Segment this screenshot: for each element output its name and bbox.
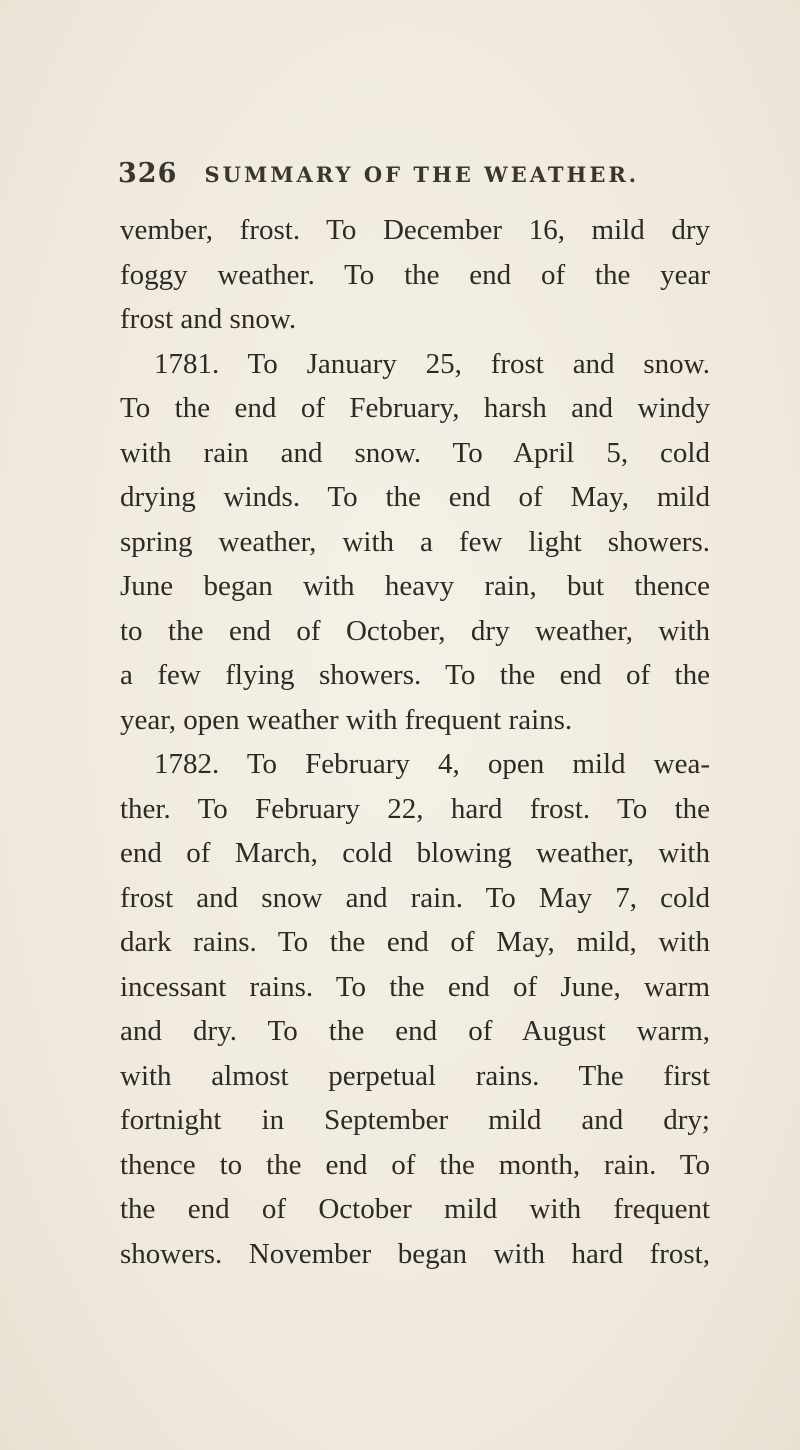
text-line: fortnight in September mild and dry; [120, 1104, 710, 1136]
text-line: drying winds. To the end of May, mild [120, 481, 710, 513]
text-line: a few flying showers. To the end of the [120, 659, 710, 691]
text-line: and dry. To the end of August warm, [120, 1015, 710, 1047]
body-text [120, 208, 710, 1276]
text-line: incessant rains. To the end of June, warm [120, 970, 710, 1003]
text-line: showers. November began with hard frost, [120, 1237, 710, 1270]
text-line: the end of October mild with frequent [120, 1193, 710, 1225]
text-line: 1782. To February 4, open mild wea- [154, 748, 710, 780]
text-line: ther. To February 22, hard frost. To the [120, 792, 710, 825]
text-line: frost and snow. [120, 303, 297, 335]
text-line: 1781. To January 25, frost and snow. [154, 347, 710, 380]
text-line: vember, frost. To December 16, mild dry [120, 214, 710, 246]
page-number: 326 [118, 158, 178, 189]
text-line: thence to the end of the month, rain. To [120, 1148, 710, 1181]
text-line: end of March, cold blowing weather, with [120, 837, 710, 869]
text-line: with almost perpetual rains. The first [120, 1059, 710, 1092]
text-line: to the end of October, dry weather, with [120, 614, 710, 647]
text-line: year, open weather with frequent rains. [120, 703, 573, 736]
text-line: frost and snow and rain. To May 7, cold [120, 881, 710, 914]
text-line: To the end of February, harsh and windy [120, 392, 710, 424]
text-line: spring weather, with a few light showers. [120, 525, 710, 558]
text-line: dark rains. To the end of May, mild, with [120, 926, 710, 958]
text-line: June began with heavy rain, but thence [120, 570, 710, 602]
running-head-title: SUMMARY OF THE WEATHER. [204, 162, 640, 187]
text-line: foggy weather. To the end of the year [120, 258, 710, 291]
text-line: with rain and snow. To April 5, cold [120, 436, 710, 469]
running-head [118, 158, 718, 198]
